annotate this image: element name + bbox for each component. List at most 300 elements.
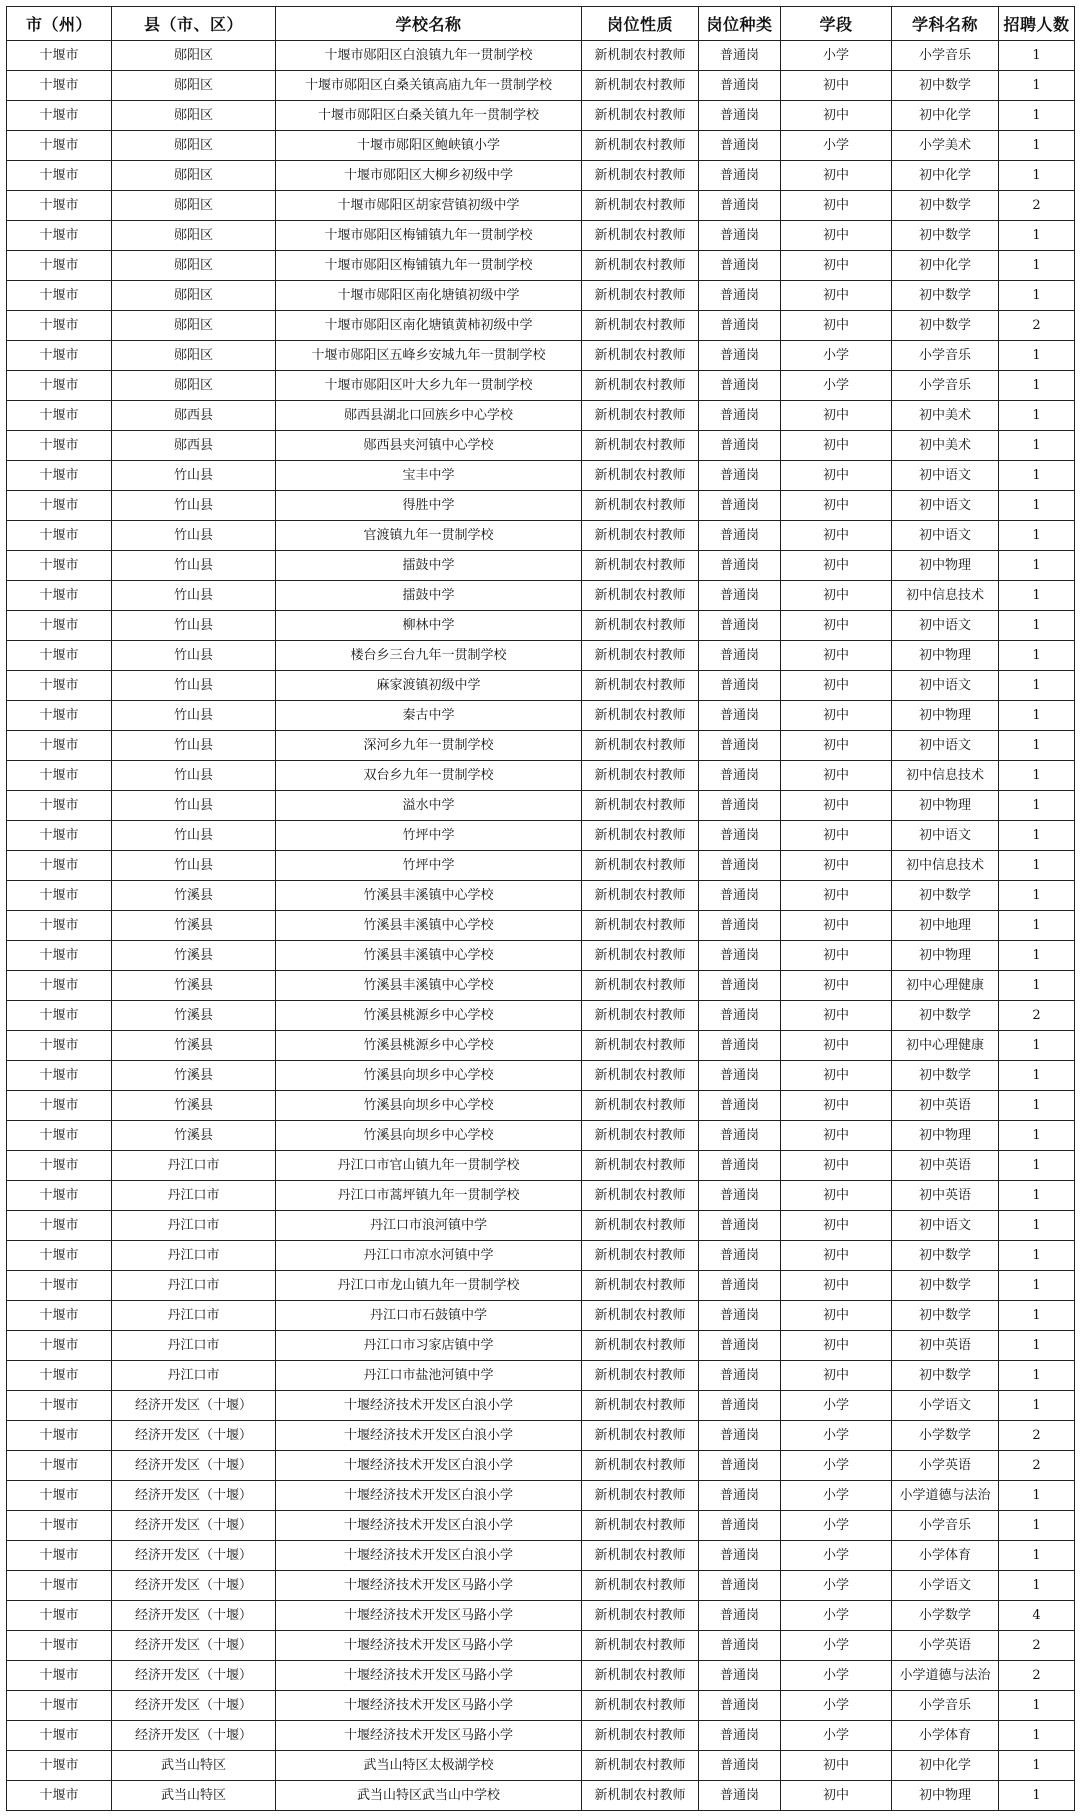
cell-subject: 初中数学	[892, 71, 999, 101]
cell-subject: 初中化学	[892, 1751, 999, 1781]
cell-post-nature: 新机制农村教师	[582, 1121, 699, 1151]
header-post-type: 岗位种类	[699, 7, 781, 41]
cell-county: 竹溪县	[112, 1121, 276, 1151]
cell-city: 十堰市	[7, 1361, 112, 1391]
cell-subject: 初中物理	[892, 791, 999, 821]
cell-post-nature: 新机制农村教师	[582, 281, 699, 311]
cell-subject: 小学英语	[892, 1451, 999, 1481]
cell-subject: 初中信息技术	[892, 851, 999, 881]
cell-count: 1	[999, 161, 1075, 191]
cell-city: 十堰市	[7, 581, 112, 611]
cell-city: 十堰市	[7, 1421, 112, 1451]
cell-post-type: 普通岗	[699, 71, 781, 101]
cell-subject: 初中物理	[892, 551, 999, 581]
cell-subject: 小学体育	[892, 1721, 999, 1751]
cell-school: 十堰经济技术开发区白浪小学	[276, 1451, 582, 1481]
cell-count: 1	[999, 371, 1075, 401]
cell-county: 郧阳区	[112, 161, 276, 191]
cell-post-nature: 新机制农村教师	[582, 671, 699, 701]
cell-school: 宝丰中学	[276, 461, 582, 491]
cell-count: 1	[999, 1031, 1075, 1061]
cell-post-nature: 新机制农村教师	[582, 131, 699, 161]
cell-school: 十堰经济技术开发区马路小学	[276, 1721, 582, 1751]
cell-post-type: 普通岗	[699, 911, 781, 941]
cell-post-type: 普通岗	[699, 1361, 781, 1391]
cell-county: 竹山县	[112, 821, 276, 851]
cell-count: 1	[999, 911, 1075, 941]
cell-subject: 初中数学	[892, 311, 999, 341]
cell-county: 竹溪县	[112, 911, 276, 941]
cell-post-type: 普通岗	[699, 131, 781, 161]
cell-post-nature: 新机制农村教师	[582, 71, 699, 101]
cell-stage: 初中	[781, 1361, 892, 1391]
cell-school: 十堰经济技术开发区马路小学	[276, 1571, 582, 1601]
cell-stage: 初中	[781, 1151, 892, 1181]
header-subject: 学科名称	[892, 7, 999, 41]
cell-post-type: 普通岗	[699, 1181, 781, 1211]
cell-stage: 小学	[781, 1421, 892, 1451]
cell-county: 竹山县	[112, 791, 276, 821]
cell-city: 十堰市	[7, 1091, 112, 1121]
cell-city: 十堰市	[7, 1721, 112, 1751]
cell-county: 丹江口市	[112, 1361, 276, 1391]
cell-subject: 初中数学	[892, 191, 999, 221]
cell-school: 竹溪县桃源乡中心学校	[276, 1001, 582, 1031]
cell-stage: 初中	[781, 641, 892, 671]
table-row	[7, 1091, 1075, 1121]
cell-post-nature: 新机制农村教师	[582, 371, 699, 401]
cell-post-type: 普通岗	[699, 1661, 781, 1691]
cell-school: 溢水中学	[276, 791, 582, 821]
table-row	[7, 191, 1075, 221]
recruitment-table	[6, 6, 1075, 1811]
cell-count: 1	[999, 41, 1075, 71]
cell-post-type: 普通岗	[699, 761, 781, 791]
cell-post-type: 普通岗	[699, 551, 781, 581]
table-row	[7, 1001, 1075, 1031]
cell-subject: 初中语文	[892, 611, 999, 641]
cell-school: 十堰市郧阳区大柳乡初级中学	[276, 161, 582, 191]
cell-county: 竹溪县	[112, 1001, 276, 1031]
cell-school: 麻家渡镇初级中学	[276, 671, 582, 701]
cell-county: 郧阳区	[112, 311, 276, 341]
cell-post-type: 普通岗	[699, 191, 781, 221]
cell-school: 得胜中学	[276, 491, 582, 521]
cell-count: 1	[999, 761, 1075, 791]
cell-school: 十堰市郧阳区梅铺镇九年一贯制学校	[276, 221, 582, 251]
cell-city: 十堰市	[7, 491, 112, 521]
cell-post-nature: 新机制农村教师	[582, 191, 699, 221]
cell-post-type: 普通岗	[699, 1001, 781, 1031]
cell-count: 1	[999, 1151, 1075, 1181]
cell-subject: 初中数学	[892, 1241, 999, 1271]
cell-city: 十堰市	[7, 41, 112, 71]
cell-county: 郧阳区	[112, 221, 276, 251]
cell-post-nature: 新机制农村教师	[582, 911, 699, 941]
cell-count: 1	[999, 1781, 1075, 1811]
cell-stage: 初中	[781, 941, 892, 971]
cell-post-type: 普通岗	[699, 281, 781, 311]
cell-school: 丹江口市浪河镇中学	[276, 1211, 582, 1241]
table-row	[7, 1181, 1075, 1211]
cell-count: 1	[999, 341, 1075, 371]
cell-post-type: 普通岗	[699, 1721, 781, 1751]
cell-county: 竹山县	[112, 521, 276, 551]
cell-school: 十堰经济技术开发区马路小学	[276, 1661, 582, 1691]
cell-post-nature: 新机制农村教师	[582, 1511, 699, 1541]
table-row	[7, 1601, 1075, 1631]
table-row	[7, 941, 1075, 971]
table-row	[7, 1631, 1075, 1661]
cell-post-nature: 新机制农村教师	[582, 971, 699, 1001]
cell-subject: 小学语文	[892, 1391, 999, 1421]
table-row	[7, 251, 1075, 281]
cell-subject: 初中数学	[892, 881, 999, 911]
cell-post-type: 普通岗	[699, 431, 781, 461]
cell-subject: 初中语文	[892, 461, 999, 491]
cell-stage: 初中	[781, 761, 892, 791]
cell-stage: 初中	[781, 1751, 892, 1781]
cell-school: 官渡镇九年一贯制学校	[276, 521, 582, 551]
cell-subject: 小学美术	[892, 131, 999, 161]
cell-school: 十堰市郧阳区南化塘镇初级中学	[276, 281, 582, 311]
cell-school: 竹溪县向坝乡中心学校	[276, 1121, 582, 1151]
cell-post-nature: 新机制农村教师	[582, 761, 699, 791]
table-row	[7, 701, 1075, 731]
cell-county: 竹山县	[112, 641, 276, 671]
cell-county: 经济开发区（十堰）	[112, 1481, 276, 1511]
cell-stage: 初中	[781, 881, 892, 911]
cell-school: 竹坪中学	[276, 851, 582, 881]
cell-school: 丹江口市石鼓镇中学	[276, 1301, 582, 1331]
cell-school: 丹江口市龙山镇九年一贯制学校	[276, 1271, 582, 1301]
cell-stage: 小学	[781, 131, 892, 161]
cell-post-nature: 新机制农村教师	[582, 1661, 699, 1691]
cell-post-type: 普通岗	[699, 1241, 781, 1271]
cell-school: 竹溪县丰溪镇中心学校	[276, 881, 582, 911]
cell-subject: 小学英语	[892, 1631, 999, 1661]
cell-county: 竹山县	[112, 761, 276, 791]
cell-city: 十堰市	[7, 881, 112, 911]
cell-school: 十堰经济技术开发区马路小学	[276, 1631, 582, 1661]
cell-post-nature: 新机制农村教师	[582, 551, 699, 581]
table-row	[7, 731, 1075, 761]
table-row	[7, 311, 1075, 341]
cell-post-nature: 新机制农村教师	[582, 611, 699, 641]
cell-subject: 初中化学	[892, 101, 999, 131]
cell-school: 郧西县夹河镇中心学校	[276, 431, 582, 461]
cell-subject: 初中英语	[892, 1091, 999, 1121]
table-row	[7, 611, 1075, 641]
cell-school: 竹坪中学	[276, 821, 582, 851]
cell-subject: 初中物理	[892, 941, 999, 971]
cell-school: 十堰市郧阳区鲍峡镇小学	[276, 131, 582, 161]
cell-county: 丹江口市	[112, 1271, 276, 1301]
table-row	[7, 1571, 1075, 1601]
table-row	[7, 671, 1075, 701]
cell-post-nature: 新机制农村教师	[582, 851, 699, 881]
cell-count: 1	[999, 731, 1075, 761]
cell-city: 十堰市	[7, 431, 112, 461]
cell-subject: 初中数学	[892, 1061, 999, 1091]
cell-school: 十堰市郧阳区白桑关镇高庙九年一贯制学校	[276, 71, 582, 101]
cell-post-type: 普通岗	[699, 41, 781, 71]
cell-stage: 小学	[781, 1661, 892, 1691]
cell-stage: 初中	[781, 431, 892, 461]
cell-city: 十堰市	[7, 311, 112, 341]
cell-county: 丹江口市	[112, 1241, 276, 1271]
cell-city: 十堰市	[7, 791, 112, 821]
cell-post-nature: 新机制农村教师	[582, 1751, 699, 1781]
cell-subject: 小学道德与法治	[892, 1481, 999, 1511]
cell-subject: 初中物理	[892, 701, 999, 731]
cell-school: 丹江口市官山镇九年一贯制学校	[276, 1151, 582, 1181]
cell-post-type: 普通岗	[699, 1061, 781, 1091]
cell-county: 竹山县	[112, 581, 276, 611]
cell-school: 十堰市郧阳区南化塘镇黄柿初级中学	[276, 311, 582, 341]
cell-city: 十堰市	[7, 191, 112, 221]
cell-county: 郧阳区	[112, 251, 276, 281]
table-row	[7, 1481, 1075, 1511]
cell-subject: 初中语文	[892, 1211, 999, 1241]
table-row	[7, 1211, 1075, 1241]
cell-city: 十堰市	[7, 1451, 112, 1481]
cell-post-nature: 新机制农村教师	[582, 641, 699, 671]
cell-subject: 初中语文	[892, 521, 999, 551]
cell-county: 郧西县	[112, 401, 276, 431]
cell-post-nature: 新机制农村教师	[582, 1481, 699, 1511]
cell-school: 丹江口市凉水河镇中学	[276, 1241, 582, 1271]
table-row	[7, 1751, 1075, 1781]
table-row	[7, 1271, 1075, 1301]
cell-stage: 小学	[781, 41, 892, 71]
table-row	[7, 1241, 1075, 1271]
cell-post-nature: 新机制农村教师	[582, 1271, 699, 1301]
table-row	[7, 1031, 1075, 1061]
cell-post-type: 普通岗	[699, 1301, 781, 1331]
cell-post-type: 普通岗	[699, 341, 781, 371]
cell-post-type: 普通岗	[699, 1601, 781, 1631]
cell-post-nature: 新机制农村教师	[582, 521, 699, 551]
cell-post-nature: 新机制农村教师	[582, 1151, 699, 1181]
cell-school: 竹溪县向坝乡中心学校	[276, 1061, 582, 1091]
cell-post-type: 普通岗	[699, 371, 781, 401]
cell-stage: 小学	[781, 1631, 892, 1661]
cell-stage: 初中	[781, 401, 892, 431]
cell-school: 深河乡九年一贯制学校	[276, 731, 582, 761]
cell-count: 1	[999, 941, 1075, 971]
cell-school: 楼台乡三台九年一贯制学校	[276, 641, 582, 671]
cell-school: 郧西县湖北口回族乡中心学校	[276, 401, 582, 431]
table-row	[7, 461, 1075, 491]
table-row	[7, 521, 1075, 551]
cell-county: 竹溪县	[112, 1031, 276, 1061]
cell-county: 丹江口市	[112, 1301, 276, 1331]
cell-count: 1	[999, 1331, 1075, 1361]
cell-count: 1	[999, 401, 1075, 431]
cell-post-type: 普通岗	[699, 161, 781, 191]
table-row	[7, 791, 1075, 821]
table-row	[7, 1721, 1075, 1751]
cell-subject: 小学音乐	[892, 1511, 999, 1541]
cell-stage: 初中	[781, 1781, 892, 1811]
cell-city: 十堰市	[7, 1241, 112, 1271]
cell-count: 1	[999, 251, 1075, 281]
cell-city: 十堰市	[7, 671, 112, 701]
cell-school: 竹溪县桃源乡中心学校	[276, 1031, 582, 1061]
cell-school: 十堰经济技术开发区白浪小学	[276, 1541, 582, 1571]
table-row	[7, 821, 1075, 851]
cell-county: 郧阳区	[112, 371, 276, 401]
cell-post-nature: 新机制农村教师	[582, 41, 699, 71]
cell-school: 十堰经济技术开发区马路小学	[276, 1691, 582, 1721]
cell-city: 十堰市	[7, 1781, 112, 1811]
cell-stage: 初中	[781, 1301, 892, 1331]
cell-stage: 初中	[781, 521, 892, 551]
cell-stage: 小学	[781, 1451, 892, 1481]
table-row	[7, 401, 1075, 431]
cell-county: 竹山县	[112, 461, 276, 491]
cell-city: 十堰市	[7, 941, 112, 971]
cell-stage: 初中	[781, 161, 892, 191]
header-post-nature: 岗位性质	[582, 7, 699, 41]
cell-city: 十堰市	[7, 1001, 112, 1031]
cell-city: 十堰市	[7, 611, 112, 641]
cell-city: 十堰市	[7, 461, 112, 491]
cell-city: 十堰市	[7, 1481, 112, 1511]
cell-post-type: 普通岗	[699, 731, 781, 761]
cell-school: 十堰经济技术开发区白浪小学	[276, 1421, 582, 1451]
cell-school: 十堰经济技术开发区白浪小学	[276, 1391, 582, 1421]
table-row	[7, 101, 1075, 131]
cell-city: 十堰市	[7, 851, 112, 881]
cell-county: 竹山县	[112, 551, 276, 581]
cell-post-type: 普通岗	[699, 311, 781, 341]
cell-post-type: 普通岗	[699, 1451, 781, 1481]
cell-city: 十堰市	[7, 551, 112, 581]
cell-post-type: 普通岗	[699, 221, 781, 251]
cell-stage: 初中	[781, 971, 892, 1001]
cell-stage: 初中	[781, 1031, 892, 1061]
table-body	[7, 41, 1075, 1811]
cell-post-nature: 新机制农村教师	[582, 101, 699, 131]
cell-county: 郧阳区	[112, 341, 276, 371]
table-row	[7, 551, 1075, 581]
cell-post-type: 普通岗	[699, 1151, 781, 1181]
cell-count: 1	[999, 971, 1075, 1001]
header-school: 学校名称	[276, 7, 582, 41]
cell-post-type: 普通岗	[699, 581, 781, 611]
cell-post-type: 普通岗	[699, 791, 781, 821]
cell-post-type: 普通岗	[699, 1421, 781, 1451]
cell-school: 丹江口市习家店镇中学	[276, 1331, 582, 1361]
cell-post-nature: 新机制农村教师	[582, 491, 699, 521]
table-row	[7, 71, 1075, 101]
cell-post-type: 普通岗	[699, 1271, 781, 1301]
cell-city: 十堰市	[7, 131, 112, 161]
cell-subject: 小学体育	[892, 1541, 999, 1571]
table-row	[7, 41, 1075, 71]
cell-post-nature: 新机制农村教师	[582, 821, 699, 851]
cell-post-nature: 新机制农村教师	[582, 1631, 699, 1661]
cell-post-nature: 新机制农村教师	[582, 881, 699, 911]
cell-school: 秦古中学	[276, 701, 582, 731]
cell-post-nature: 新机制农村教师	[582, 1061, 699, 1091]
cell-county: 竹山县	[112, 851, 276, 881]
cell-post-type: 普通岗	[699, 941, 781, 971]
cell-stage: 初中	[781, 281, 892, 311]
cell-subject: 初中心理健康	[892, 971, 999, 1001]
cell-stage: 初中	[781, 251, 892, 281]
cell-county: 武当山特区	[112, 1751, 276, 1781]
cell-school: 十堰经济技术开发区白浪小学	[276, 1481, 582, 1511]
cell-school: 擂鼓中学	[276, 581, 582, 611]
cell-post-nature: 新机制农村教师	[582, 1691, 699, 1721]
cell-stage: 初中	[781, 1121, 892, 1151]
cell-subject: 初中数学	[892, 281, 999, 311]
cell-post-type: 普通岗	[699, 1571, 781, 1601]
cell-post-type: 普通岗	[699, 1391, 781, 1421]
cell-city: 十堰市	[7, 71, 112, 101]
cell-stage: 初中	[781, 911, 892, 941]
cell-city: 十堰市	[7, 761, 112, 791]
cell-post-nature: 新机制农村教师	[582, 1211, 699, 1241]
cell-count: 1	[999, 671, 1075, 701]
table-row	[7, 1331, 1075, 1361]
cell-count: 1	[999, 821, 1075, 851]
cell-post-nature: 新机制农村教师	[582, 221, 699, 251]
cell-subject: 小学数学	[892, 1601, 999, 1631]
cell-city: 十堰市	[7, 281, 112, 311]
cell-school: 十堰经济技术开发区白浪小学	[276, 1511, 582, 1541]
table-row	[7, 431, 1075, 461]
cell-count: 2	[999, 1421, 1075, 1451]
cell-subject: 初中英语	[892, 1181, 999, 1211]
cell-subject: 小学道德与法治	[892, 1661, 999, 1691]
cell-subject: 初中数学	[892, 221, 999, 251]
cell-subject: 小学音乐	[892, 41, 999, 71]
cell-count: 1	[999, 641, 1075, 671]
cell-count: 1	[999, 1751, 1075, 1781]
cell-stage: 小学	[781, 1691, 892, 1721]
cell-count: 1	[999, 101, 1075, 131]
cell-stage: 初中	[781, 731, 892, 761]
cell-county: 丹江口市	[112, 1151, 276, 1181]
cell-count: 1	[999, 1211, 1075, 1241]
cell-school: 十堰市郧阳区梅铺镇九年一贯制学校	[276, 251, 582, 281]
cell-school: 丹江口市蒿坪镇九年一贯制学校	[276, 1181, 582, 1211]
cell-subject: 初中物理	[892, 641, 999, 671]
cell-post-nature: 新机制农村教师	[582, 401, 699, 431]
cell-stage: 小学	[781, 1481, 892, 1511]
cell-subject: 初中数学	[892, 1271, 999, 1301]
cell-city: 十堰市	[7, 161, 112, 191]
cell-count: 1	[999, 1481, 1075, 1511]
cell-city: 十堰市	[7, 221, 112, 251]
cell-county: 郧阳区	[112, 41, 276, 71]
cell-post-nature: 新机制农村教师	[582, 1451, 699, 1481]
table-row	[7, 911, 1075, 941]
cell-city: 十堰市	[7, 1301, 112, 1331]
table-row	[7, 851, 1075, 881]
cell-county: 郧阳区	[112, 101, 276, 131]
cell-count: 2	[999, 1001, 1075, 1031]
cell-subject: 初中数学	[892, 1361, 999, 1391]
cell-county: 竹山县	[112, 731, 276, 761]
table-row	[7, 1301, 1075, 1331]
cell-county: 郧阳区	[112, 191, 276, 221]
cell-post-type: 普通岗	[699, 1631, 781, 1661]
